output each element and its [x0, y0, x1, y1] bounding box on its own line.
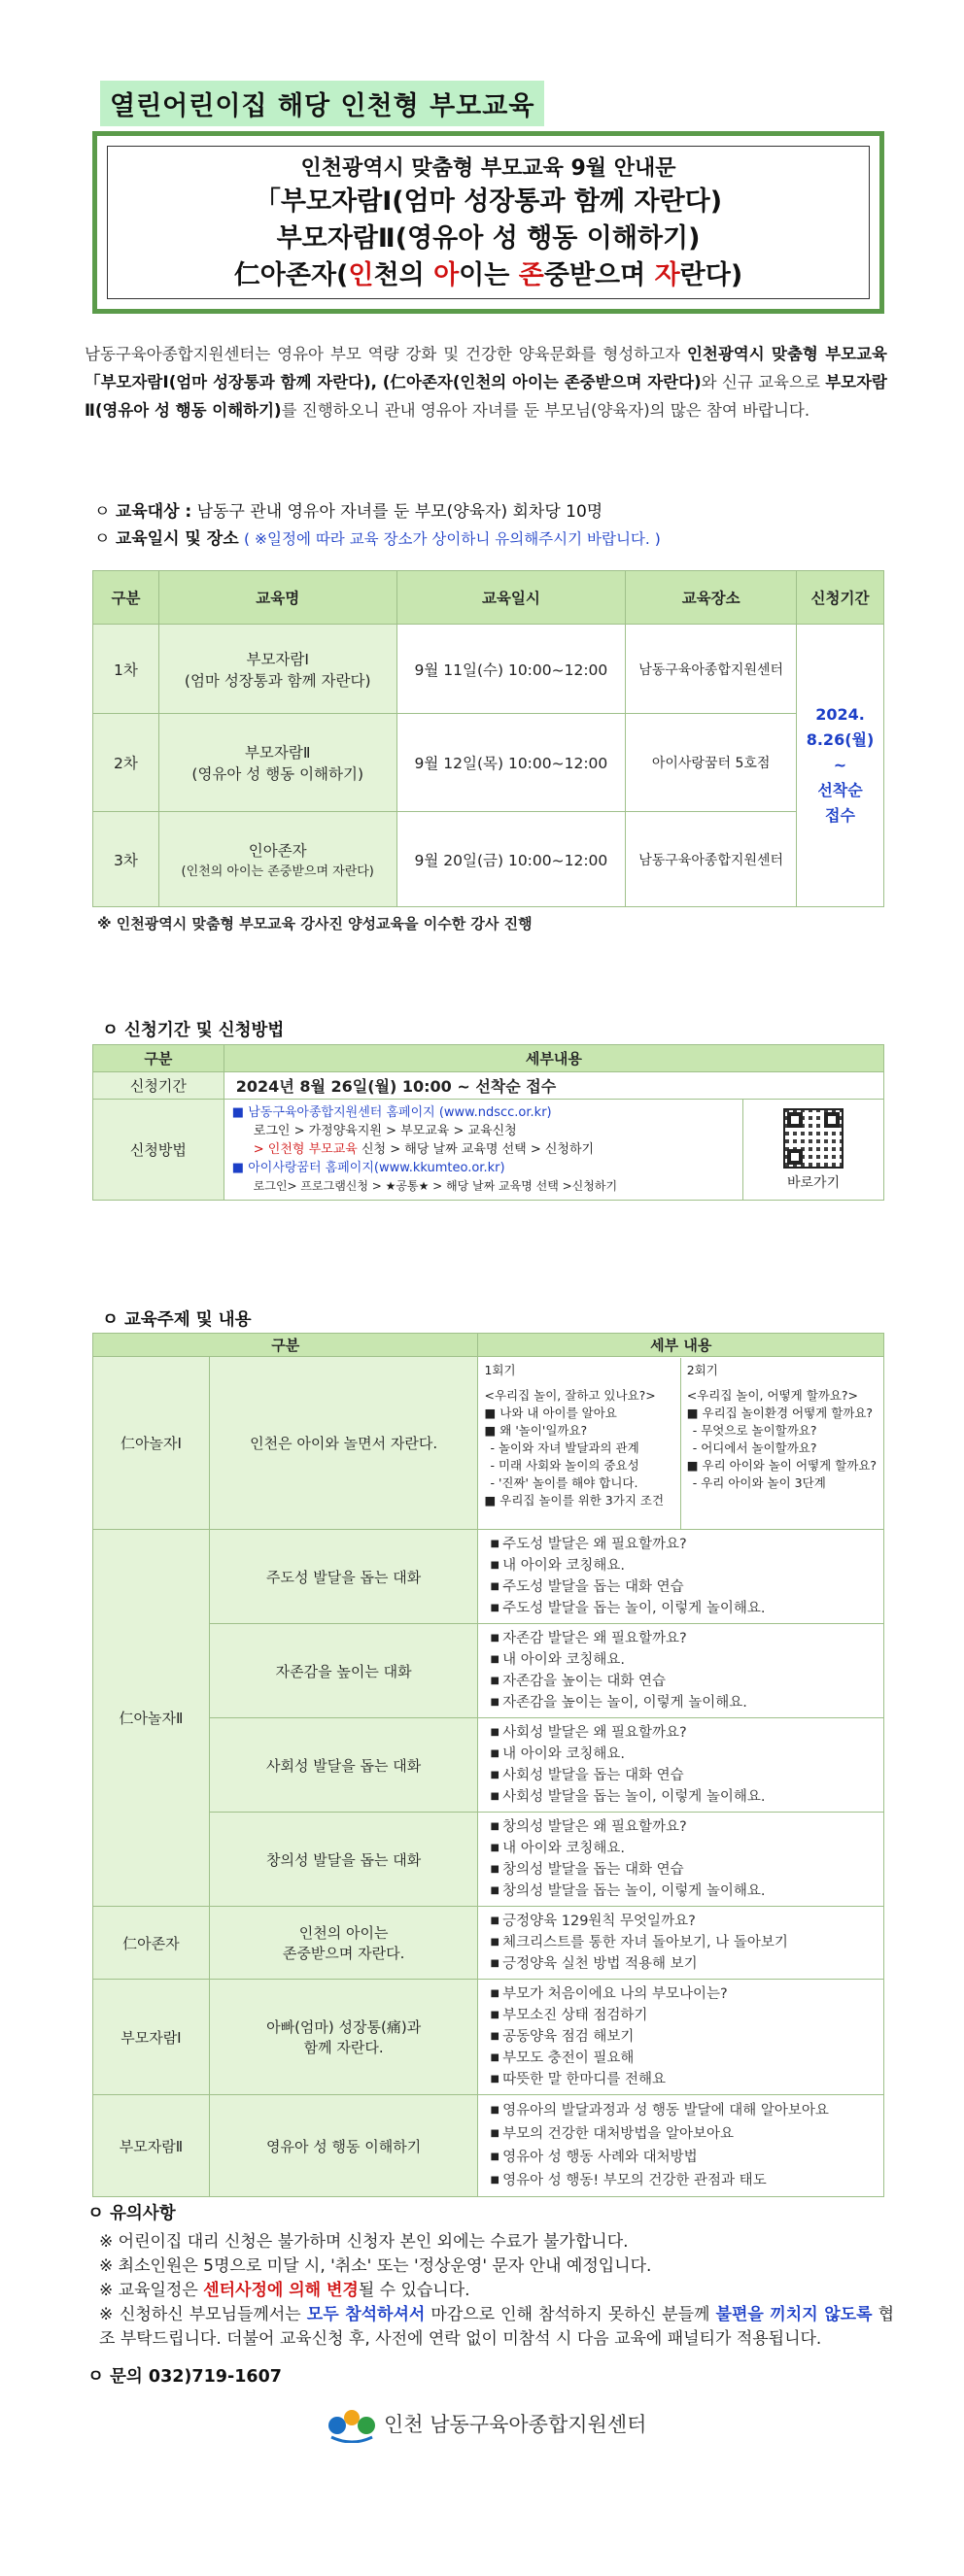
footer-logo: [326, 2404, 646, 2443]
col-header: 구분: [93, 1334, 478, 1357]
qr-label: 바로가기: [787, 1174, 841, 1191]
col-header: 교육장소: [626, 571, 797, 625]
qr-code[interactable]: [783, 1108, 844, 1169]
intro-paragraph: 남동구육아종합지원센터는 영유아 부모 역량 강화 및 건강한 양육문화를 형성하고자 인천광역시 맞춤형 부모교육「부모자람Ⅰ(엄마 성장통과 함께 자란다), (仁아존자(인천의 아이는 존중받으며 자란다)와 신규 교육으로 부모자람Ⅱ(영유아 성 행동 이해하기)를 진행하오니 관내 영유아 자녀를 둔 부모님(양육자)의 많은 참여 바랍니다.: [85, 345, 887, 420]
col-header: 세부내용: [224, 1045, 883, 1072]
title-line-4: 仁아존자(인천의 아이는 존중받으며 자란다): [233, 260, 743, 290]
org-logo-icon: [326, 2404, 378, 2443]
col-header: 교육일시: [396, 571, 626, 625]
title-line-2: 「부모자람Ⅰ(엄마 성장통과 함께 자란다): [254, 186, 723, 217]
title-line-3: 부모자람Ⅱ(영유아 성 행동 이해하기): [276, 223, 701, 254]
table-row: 3차 인아존자 (인천의 아이는 존중받으며 자란다) 9월 20일(금) 10:00~12:00 남동구육아종합지원센터: [93, 812, 884, 907]
table-row: 자존감을 높이는 대화 ■ 자존감 발달은 왜 필요할까요? ■ 내 아이와 코칭해요. ■ 자존감을 높이는 대화 연습 ■ 자존감을 높이는 놀이, 이렇게 놀이해요.: [93, 1624, 884, 1718]
schedule-table: [92, 570, 884, 907]
topic-table: [92, 1333, 884, 2197]
instructor-note: ※ 인천광역시 맞춤형 부모교육 강사진 양성교육을 이수한 강사 진행: [97, 915, 533, 932]
notice-item: ※ 어린이집 대리 신청은 불가하며 신청자 본인 외에는 수료가 불가합니다.: [99, 2232, 629, 2252]
contact-line: ㅇ 문의 032)719-1607: [87, 2367, 282, 2387]
notice-item: ※ 교육일정은 센터사정에 의해 변경될 수 있습니다.: [99, 2281, 470, 2300]
apply-period-cell: 2024. 8.26(월) ~ 선착순 접수: [797, 625, 884, 907]
table-row: 仁아놀자Ⅰ 인천은 아이와 놀면서 자란다. 1회기 <우리집 놀이, 잘하고 있나요?> ■ 나와 내 아이를 알아요 ■ 왜 '놀이'일까요? - 놀이와 자녀 발달과의 관계 - 미래 사회와 놀이의 중요성 - '진짜' 놀이를 해야 합니다. ■ 우리집 놀이를 위한 3가지 조건 2회기 <우리집 놀이, 어떻게 할까요?> ■ 우리집 놀이환경 어떻게 할까요? - 무엇으로 놀이할까요? - 어디에서 놀이할까요? ■ 우리 아이와 놀이 어떻게 할까요? - 우리 아이와 놀이 3단계: [93, 1357, 884, 1530]
period-label: 신청기간: [93, 1072, 224, 1100]
notice-item: ※ 신청하신 부모님들께서는 모두 참석하셔서 마감으로 인해 참석하지 못하신 분들께 불편을 끼치지 않도록 협조 부탁드립니다. 더불어 교육신청 후, 사전에 연락 없이 미참석 시 다음 교육에 패널티가 적용됩니다.: [99, 2305, 894, 2349]
title-banner: 열린어린이집 해당 인천형 부모교육: [100, 81, 544, 126]
apply-heading: ㅇ 신청기간 및 신청방법: [102, 1021, 285, 1040]
notice-item: ※ 최소인원은 5명으로 미달 시, '취소' 또는 '정상운영' 문자 안내 예정입니다.: [99, 2256, 652, 2276]
col-header: 세부 내용: [478, 1334, 884, 1357]
title-box: [92, 131, 884, 314]
table-row: 부모자람Ⅱ 영유아 성 행동 이해하기 ■ 영유아의 발달과정과 성 행동 발달에 대해 알아보아요 ■ 부모의 건강한 대처방법을 알아보아요 ■ 영유아 성 행동 사례와 대처방법 ■ 영유아 성 행동! 부모의 건강한 관점과 태도: [93, 2095, 884, 2197]
table-row: 1차 부모자람Ⅰ (엄마 성장통과 함께 자란다) 9월 11일(수) 10:00~12:00 남동구육아종합지원센터 2024. 8.26(월) ~ 선착순 접수: [93, 625, 884, 714]
title-line-1: 인천광역시 맞춤형 부모교육 9월 안내문: [300, 156, 676, 181]
col-header: 신청기간: [797, 571, 884, 625]
table-row: 2차 부모자람Ⅱ (영유아 성 행동 이해하기) 9월 12일(목) 10:00~12:00 아이사랑꿈터 5호점: [93, 714, 884, 812]
col-header: 교육명: [158, 571, 396, 625]
target-line: ㅇ 교육대상 : 남동구 관내 영유아 자녀를 둔 부모(양육자) 회차당 10명: [94, 502, 603, 522]
table-row: 사회성 발달을 돕는 대화 ■ 사회성 발달은 왜 필요할까요? ■ 내 아이와 코칭해요. ■ 사회성 발달을 돕는 대화 연습 ■ 사회성 발달을 돕는 놀이, 이렇게 놀이해요.: [93, 1718, 884, 1813]
site2-link[interactable]: 아이사랑꿈터 홈페이지(www.kkumteo.or.kr): [248, 1161, 505, 1175]
table-row: 창의성 발달을 돕는 대화 ■ 창의성 발달은 왜 필요할까요? ■ 내 아이와 코칭해요. ■ 창의성 발달을 돕는 대화 연습 ■ 창의성 발달을 돕는 놀이, 이렇게 놀이해요.: [93, 1813, 884, 1907]
site1-link[interactable]: 남동구육아종합지원센터 홈페이지 (www.ndscc.or.kr): [248, 1105, 552, 1120]
notice-section: [87, 2202, 894, 2390]
notice-heading: ㅇ 유의사항: [87, 2204, 176, 2223]
apply-table: 구분 세부내용 신청기간 2024년 8월 26일(월) 10:00 ~ 선착순 접수 신청방법 ■ 남동구육아종합지원센터 홈페이지 (www.ndscc.or.kr) 로그인 > 가정양육지원 > 부모교육 > 교육신청 > 인천형 부모교육 신청 > 해당 날짜 교육명 선택 > 신청하기 ■ 아이사랑꿈터 홈페이지(www.kkumteo.or.kr) 로그인> 프로그램신청 > ★공통★ > 해당 날짜 교육명 선택 >신청하기 바로가기: [92, 1044, 884, 1201]
col-header: 구분: [93, 571, 159, 625]
table-row: 仁아존자 인천의 아이는 존중받으며 자란다. ■ 긍정양육 129원칙 무엇일까요? ■ 체크리스트를 통한 자녀 돌아보기, 나 돌아보기 ■ 긍정양육 실천 방법 적용해 보기: [93, 1907, 884, 1980]
topic-heading: ㅇ 교육주제 및 내용: [102, 1310, 252, 1330]
table-row: 仁아놀자Ⅱ 주도성 발달을 돕는 대화 ■ 주도성 발달은 왜 필요할까요? ■ 내 아이와 코칭해요. ■ 주도성 발달을 돕는 대화 연습 ■ 주도성 발달을 돕는 놀이, 이렇게 놀이해요.: [93, 1530, 884, 1624]
method-label: 신청방법: [93, 1100, 224, 1201]
table-row: 부모자람Ⅰ 아빠(엄마) 성장통(痛)과 함께 자란다. ■ 부모가 처음이에요 나의 부모나이는? ■ 부모소진 상태 점검하기 ■ 공동양육 점검 해보기 ■ 부모도 충전이 필요해 ■ 따뜻한 말 한마디를 전해요: [93, 1980, 884, 2095]
org-name: 인천 남동구육아종합지원센터: [384, 2413, 647, 2436]
period-value: 2024년 8월 26일(월) 10:00 ~ 선착순 접수: [224, 1072, 883, 1100]
col-header: 구분: [93, 1045, 224, 1072]
schedule-heading: ㅇ 교육일시 및 장소 ( ※일정에 따라 교육 장소가 상이하니 유의해주시기 바랍니다. ): [94, 529, 661, 549]
